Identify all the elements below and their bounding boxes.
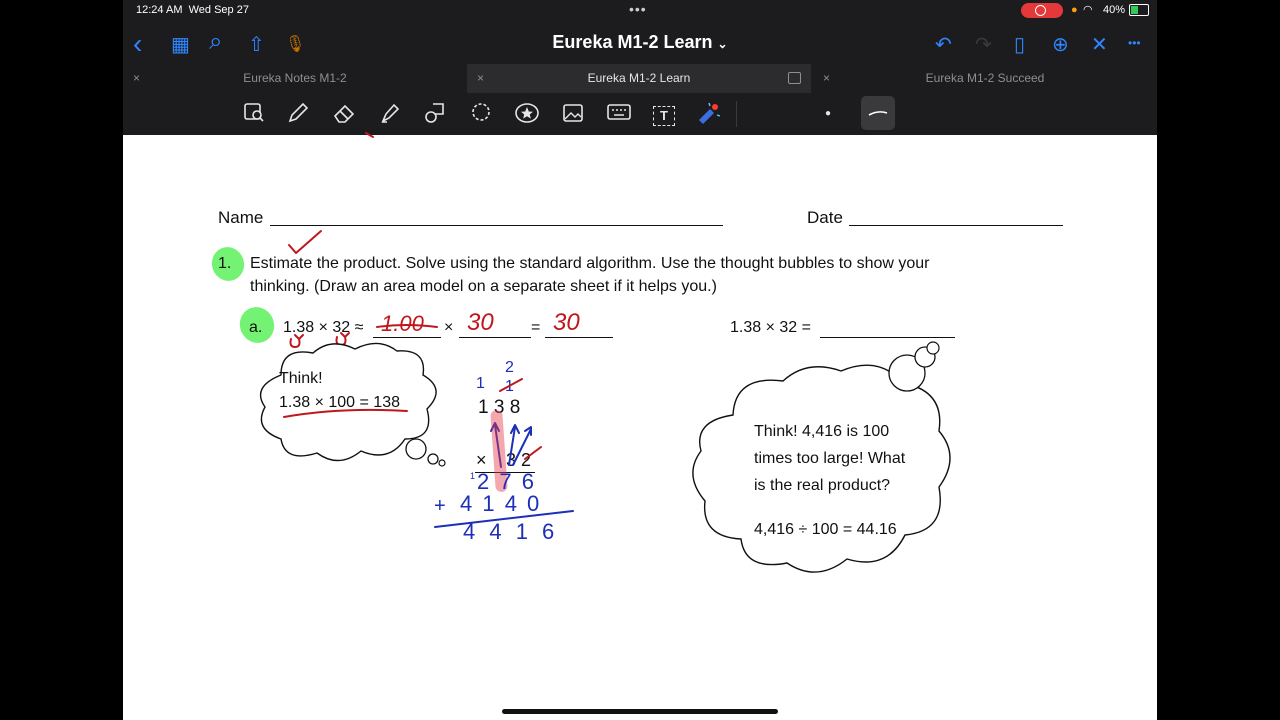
question-text-line-2: thinking. (Draw an area model on a separate sheet if it helps you.): [250, 278, 717, 295]
times-sign: ×: [444, 319, 454, 336]
split-view-icon[interactable]: [788, 72, 801, 84]
final-product: 4 4 1 6: [463, 519, 559, 544]
question-number: 1.: [218, 255, 232, 272]
share-icon[interactable]: ⇧: [248, 34, 265, 56]
equals-sign: =: [531, 319, 541, 336]
right-expression: 1.38 × 32 =: [730, 319, 811, 336]
navigation-bar: [123, 22, 1157, 64]
checkmark-ink: [285, 227, 325, 257]
status-bar: [123, 0, 1157, 22]
tab-eureka-notes[interactable]: [123, 64, 467, 93]
part-a-label: a.: [249, 319, 263, 336]
keyboard-icon[interactable]: [606, 101, 632, 127]
tab-label: Eureka Notes M1-2: [243, 71, 347, 85]
strike-ink: [375, 321, 441, 333]
tab-close-icon[interactable]: ×: [477, 71, 485, 85]
sticker-icon[interactable]: [514, 101, 540, 127]
shapes-icon[interactable]: [422, 101, 448, 127]
battery-percentage: 40%: [1103, 4, 1126, 16]
handwritten-estimate-result: 30: [553, 309, 580, 336]
bubble-left-text-1: Think!: [279, 370, 323, 387]
toolbar-divider: [736, 101, 737, 127]
estimate-blank-2[interactable]: [459, 337, 531, 338]
underline-ink: [281, 405, 411, 421]
handwritten-estimate-2: 30: [467, 309, 494, 336]
tool-bar: [123, 93, 1157, 135]
bubble-right-text-2: times too large! What: [754, 450, 906, 467]
tab-eureka-learn[interactable]: [467, 64, 811, 93]
pen-icon[interactable]: [285, 101, 311, 127]
wifi-icon: ◠: [1083, 4, 1093, 16]
name-line: [270, 225, 723, 226]
multitasking-dots-icon[interactable]: •••: [629, 1, 647, 17]
part-a-expression: 1.38 × 32 ≈: [283, 319, 364, 336]
eraser-icon[interactable]: [331, 101, 357, 127]
goodnotes-app: [123, 0, 1157, 720]
ink-stroke: [363, 132, 383, 142]
plus-sign: +: [434, 495, 446, 517]
multiplier-sign: ×: [476, 450, 487, 470]
document-tabs: [123, 64, 1157, 93]
redo-icon[interactable]: ↷: [975, 34, 992, 56]
battery-icon: [1129, 4, 1149, 16]
bubble-right-text-3: is the real product?: [754, 477, 891, 494]
pen-size-small-icon[interactable]: ●: [824, 108, 832, 119]
tab-close-icon[interactable]: ×: [823, 71, 831, 85]
tab-label: Eureka M1-2 Learn: [587, 71, 691, 85]
tab-label: Eureka M1-2 Succeed: [925, 71, 1045, 85]
zoom-window-icon[interactable]: [241, 101, 267, 127]
laser-pointer-icon[interactable]: [695, 101, 721, 127]
grid-icon[interactable]: ▦: [171, 34, 190, 56]
bubble-right-text-4: 4,416 ÷ 100 = 44.16: [754, 521, 897, 538]
question-text-line-1: Estimate the product. Solve using the standard algorithm. Use the thought bubbles to show your: [250, 255, 930, 272]
carry-struck: 1: [505, 378, 514, 395]
carry-left: 1: [476, 375, 485, 392]
notebook-page[interactable]: [123, 135, 1157, 720]
date-line: [849, 225, 1063, 226]
multiplier: 3 2: [506, 450, 532, 470]
back-icon[interactable]: ‹: [133, 28, 143, 59]
add-page-icon[interactable]: ⊕: [1052, 34, 1069, 56]
estimate-result-blank[interactable]: [545, 337, 613, 338]
date-label: Date: [807, 208, 843, 227]
chevron-down-icon: ⌄: [717, 37, 728, 51]
handwritten-estimate-1: 1.00: [381, 311, 424, 336]
home-indicator[interactable]: [502, 709, 778, 714]
microphone-icon[interactable]: 🎙: [285, 36, 306, 53]
tab-close-icon[interactable]: ×: [133, 71, 141, 85]
more-icon[interactable]: •••: [1128, 36, 1141, 50]
screen-recording-icon[interactable]: [1021, 3, 1063, 18]
tab-eureka-succeed[interactable]: [813, 64, 1157, 93]
close-icon[interactable]: ✕: [1091, 34, 1108, 56]
document-title[interactable]: Eureka M1-2 Learn ⌄: [552, 32, 728, 52]
undo-icon[interactable]: ↶: [935, 34, 952, 56]
stroke-style-selected-button[interactable]: [861, 96, 895, 130]
mic-indicator-icon: ●: [1071, 4, 1078, 16]
search-icon[interactable]: ⌕: [209, 28, 223, 55]
partial-product-1: 2 7 6: [477, 469, 536, 494]
lasso-icon[interactable]: [468, 101, 494, 127]
image-icon[interactable]: [560, 101, 586, 127]
carry-top: 2: [505, 359, 514, 376]
carry-strike-ink: [497, 375, 527, 395]
bubble-left-text-2: 1.38 × 100 = 138: [279, 394, 400, 411]
highlighter-icon[interactable]: [377, 101, 403, 127]
bubble-right-text-1: Think! 4,416 is 100: [754, 423, 890, 440]
status-time: 12:24 AM Wed Sep 27: [136, 4, 249, 16]
name-label: Name: [218, 208, 264, 227]
carry-small: 1: [470, 471, 476, 481]
partial-product-2: 4 1 4 0: [460, 491, 542, 516]
bookmark-icon[interactable]: ▯: [1014, 34, 1026, 56]
text-box-icon[interactable]: T: [651, 101, 677, 127]
multiplicand: 1 3 8: [478, 397, 521, 418]
